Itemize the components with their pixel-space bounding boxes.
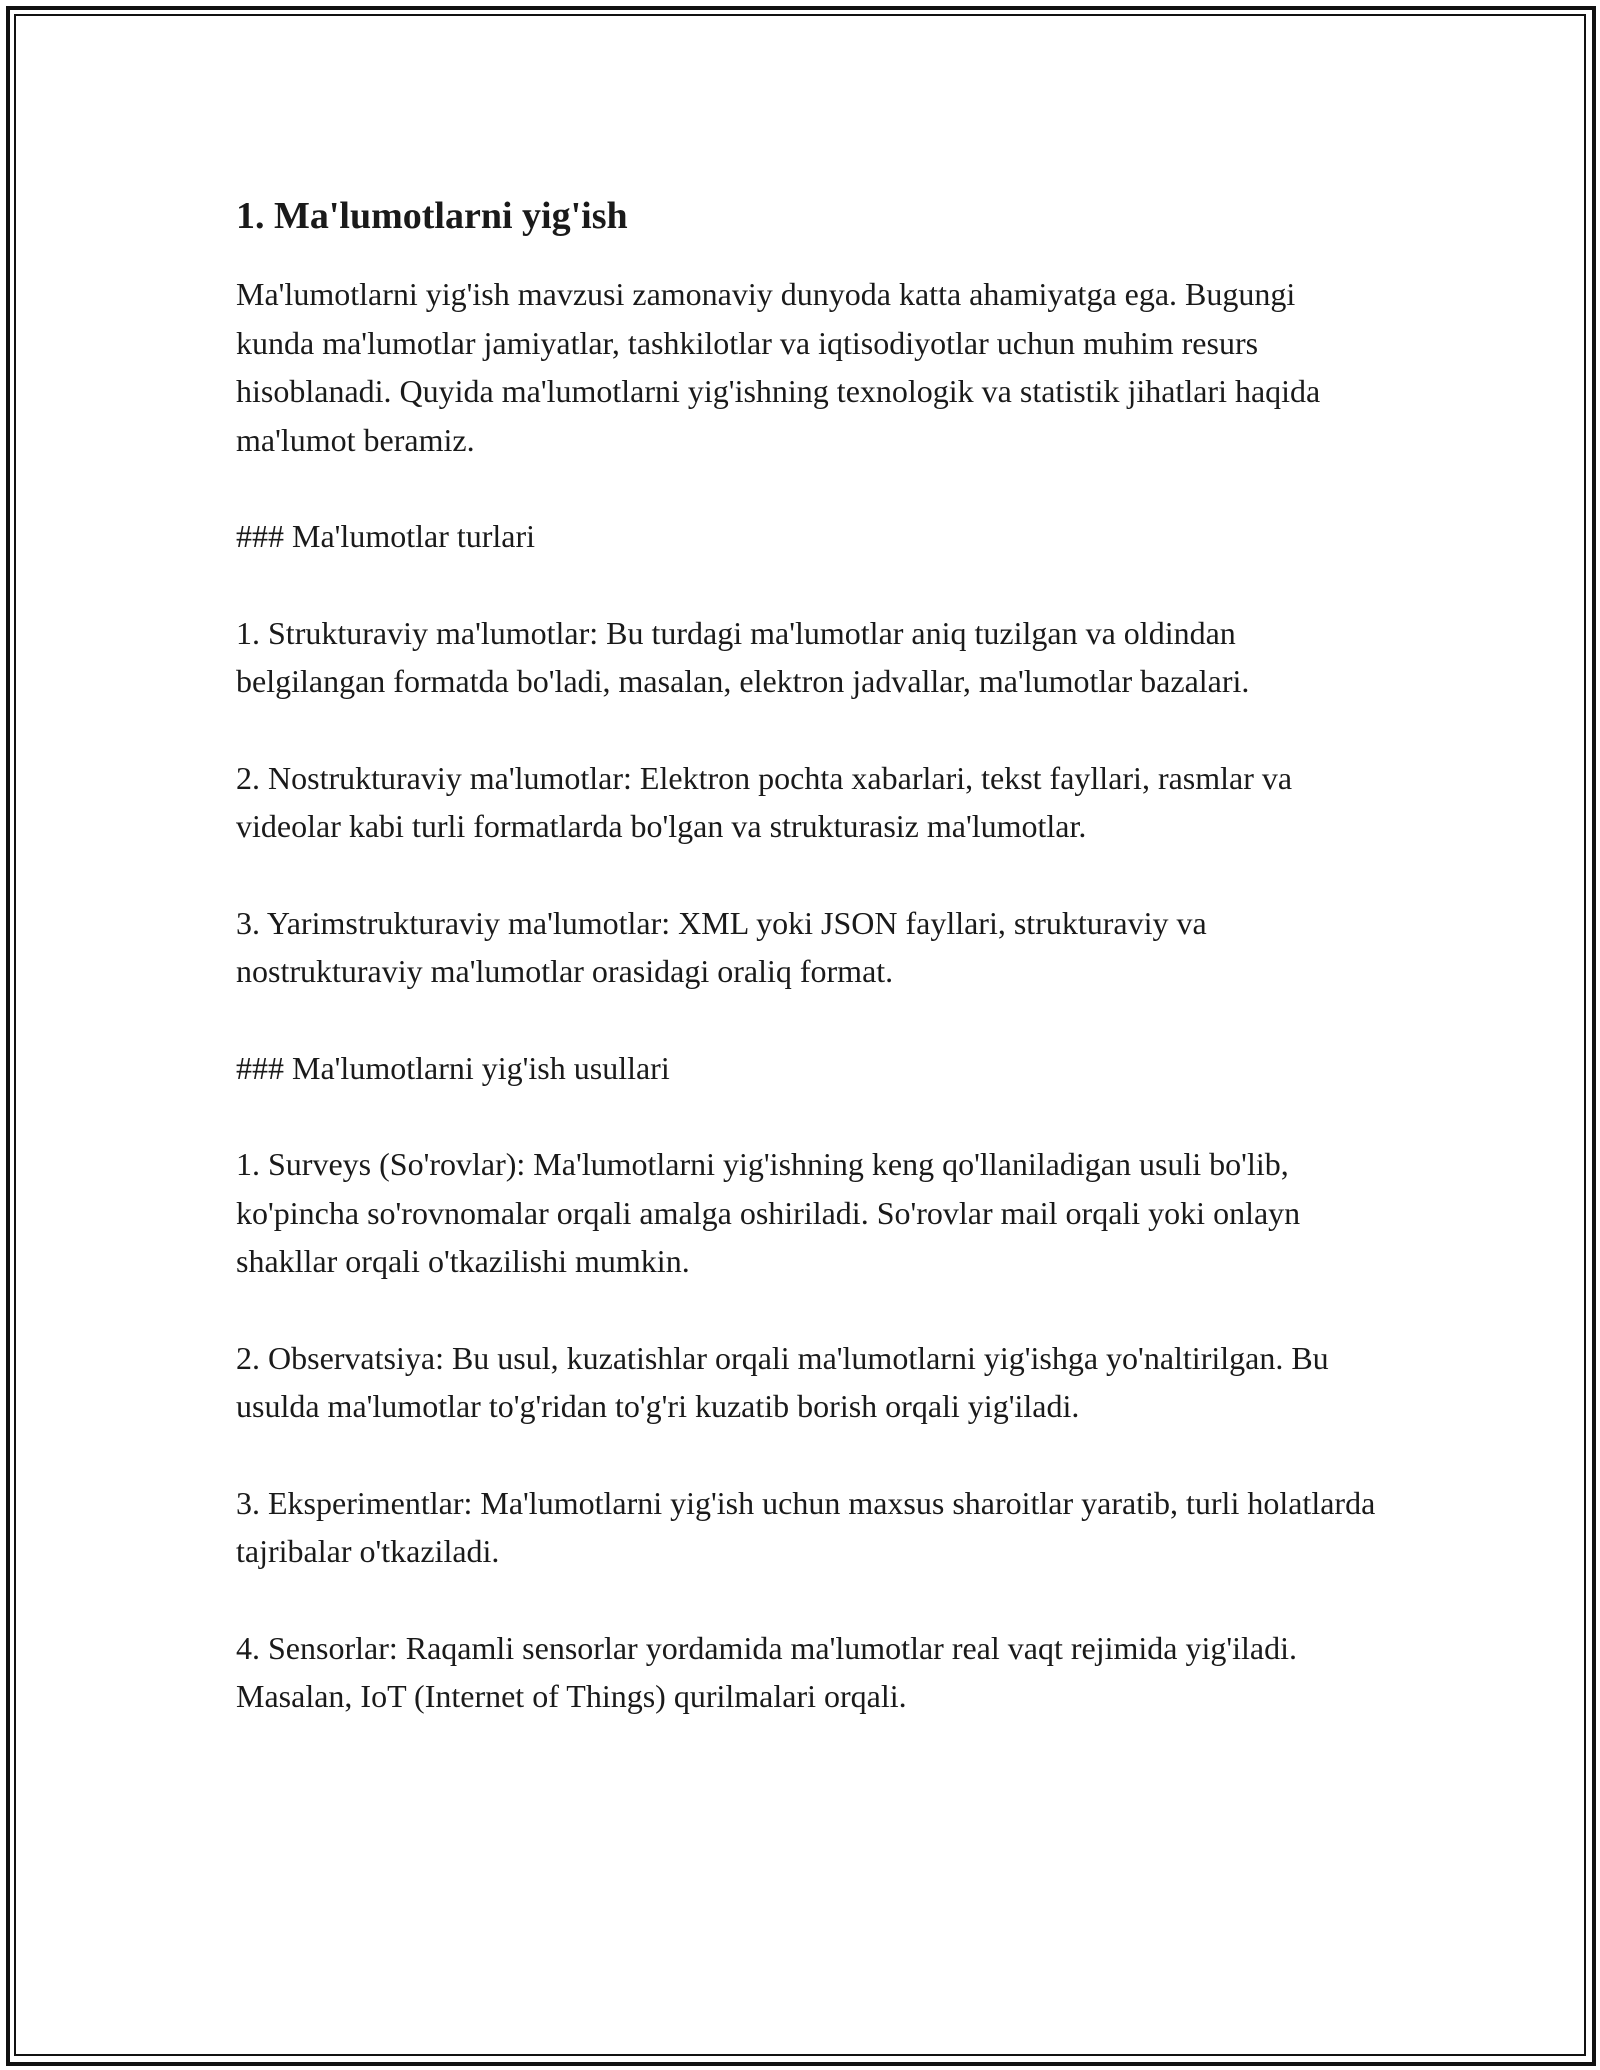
list-item-semistructured-data: 3. Yarimstrukturaviy ma'lumotlar: XML yoki JSON fayllari, strukturaviy va nostrukturaviy ma'lumotlar orasidagi oraliq format.	[236, 904, 1207, 989]
list-item-sensors: 4. Sensorlar: Raqamli sensorlar yordamida ma'lumotlar real vaqt rejimida yig'iladi. Masalan, IoT (Internet of Things) qurilmalari orqali.	[236, 1629, 1298, 1714]
section-heading-data-types: ### Ma'lumotlar turlari	[236, 518, 536, 554]
list-item-observation: 2. Observatsiya: Bu usul, kuzatishlar orqali ma'lumotlarni yig'ishga yo'naltirilgan. Bu usulda ma'lumotlar to'g'ridan to'g'ri kuzatib borish orqali yig'iladi.	[236, 1339, 1329, 1424]
document-title: 1. Ma'lumotlarni yig'ish	[236, 195, 628, 237]
section-heading-collection-methods: ### Ma'lumotlarni yig'ish usullari	[236, 1049, 670, 1086]
list-item-structured-data: 1. Strukturaviy ma'lumotlar: Bu turdagi ma'lumotlar aniq tuzilgan va oldindan belgilangan formatda bo'ladi, masalan, elektron jadvallar, ma'lumotlar bazalari.	[236, 614, 1250, 699]
list-item-experiments: 3. Eksperimentlar: Ma'lumotlarni yig'ish uchun maxsus sharoitlar yaratib, turli holatlarda tajribalar o'tkaziladi.	[236, 1484, 1376, 1569]
list-item-surveys: 1. Surveys (So'rovlar): Ma'lumotlarni yig'ishning keng qo'llaniladigan usuli bo'lib, ko'pincha so'rovnomalar orqali amalga oshiriladi. So'rovlar mail orqali yoki onlayn shakllar orqali o'tkazilishi mumkin.	[236, 1146, 1301, 1279]
list-item-unstructured-data: 2. Nostrukturaviy ma'lumotlar: Elektron pochta xabarlari, tekst fayllari, rasmlar va videolar kabi turli formatlarda bo'lgan va strukturasiz ma'lumotlar.	[236, 759, 1293, 844]
document-body	[236, 190, 1376, 1721]
intro-paragraph: Ma'lumotlarni yig'ish mavzusi zamonaviy dunyoda katta ahamiyatga ega. Bugungi kunda ma'lumotlar jamiyatlar, tashkilotlar va iqtisodiyotlar uchun muhim resurs hisoblanadi. Quyida ma'lumotlarni yig'ishning texnologik va statistik jihatlari haqida ma'lumot beramiz.	[236, 276, 1321, 458]
